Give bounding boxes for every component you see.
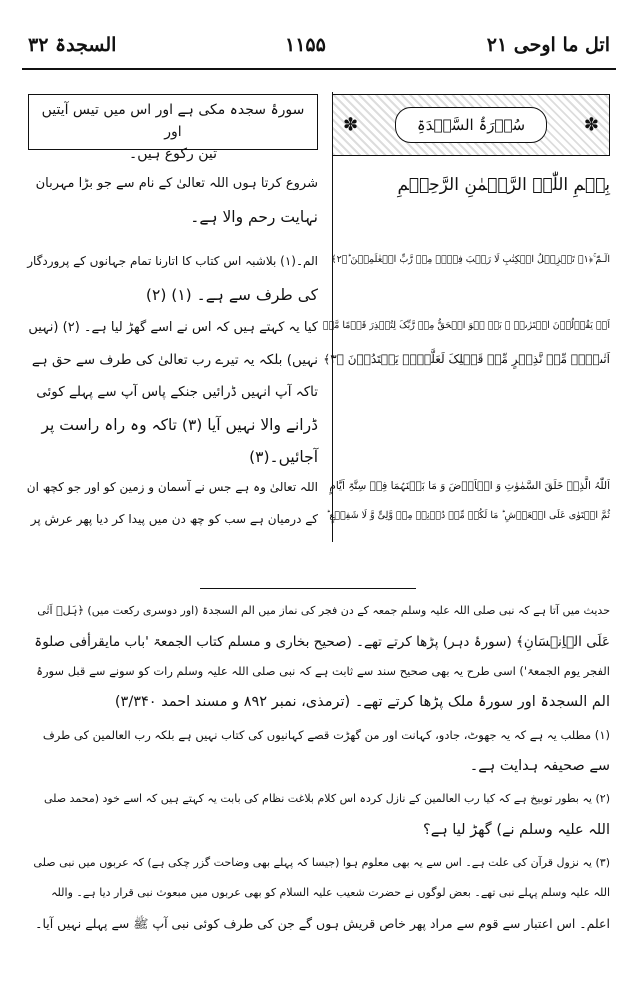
ornament-icon: ✽: [583, 114, 599, 136]
arabic-verse: اَمۡ یَقُوۡلُوۡنَ افۡتَرٰىہُ ۚ بَلۡ ہُوَ الۡحَقُّ مِنۡ رَّبِّکَ لِتُنۡذِرَ قَوۡمًا مَّاۤ: [322, 320, 610, 331]
urdu-line: آجائیں۔(۳): [249, 448, 318, 466]
footnote-line: سے صحیفہ ہدایت ہے۔: [469, 758, 610, 774]
urdu-line: تاکہ آپ انہیں ڈرائیں جنکے پاس آپ سے پہلے کوئی: [36, 384, 318, 400]
footnote-line: (۳) یہ نزول قرآن کی علت ہے۔ اس سے یہ بھی معلوم ہوا (جیسا کہ پہلے بھی وضاحت گزر چکی ہے) کہ عربوں میں نبی صلی: [33, 856, 610, 869]
urdu-line: کے درمیان ہے سب کو چھ دن میں پیدا کر دیا پھر عرش پر: [30, 512, 318, 526]
column-divider: [332, 92, 333, 542]
arabic-verse: اَتٰىہُمۡ مِّنۡ نَّذِیۡرٍ مِّنۡ قَبۡلِکَ لَعَلَّہُمۡ یَہۡتَدُوۡنَ ﴿۳﴾: [323, 352, 610, 366]
surah-title-banner: [332, 94, 610, 156]
footnote-line: حدیث میں آتا ہے کہ نبی صلی اللہ علیہ وسلم جمعہ کے دن فجر کی نماز میں الم السجدۃ (اور دوسری رکعت میں) ﴿ہَلۡ اَتٰی: [37, 604, 610, 617]
urdu-line: اللہ تعالیٰ وہ ہے جس نے آسمان و زمین کو اور جو کچھ ان: [26, 480, 318, 494]
footnote-line: عَلَی الۡاِنۡسَانِ﴾ (سورۂ دہر) پڑھا کرتے تھے۔ (صحیح بخاری و مسلم کتاب الجمعۃ 'باب مایقرأفی صلوۃ: [34, 634, 610, 650]
footnote-line: اللہ علیہ وسلم نے) گھڑ لیا ہے؟: [423, 822, 610, 838]
arabic-basmala: بِسۡمِ اللّٰہِ الرَّحۡمٰنِ الرَّحِیۡمِ: [397, 175, 610, 195]
footnote-line: (۱) مطلب یہ ہے کہ یہ جھوٹ، جادو، کہانت اور من گھڑت قصے کہانیوں کی کتاب نہیں ہے بلکہ رب العالمین کی طرف: [42, 728, 610, 742]
intro-line: سورۂ سجدہ مکی ہے اور اس میں تیس آیتیں اور: [41, 102, 305, 140]
ornament-icon: ✽: [343, 114, 359, 136]
footnote-divider: [200, 588, 416, 589]
footnote-line: اعلم۔ اس اعتبار سے قوم سے مراد پھر خاص قریش ہوں گے جن کی طرف کوئی نبی آپ ﷺ سے پہلے نہیں آیا۔: [35, 916, 610, 931]
surah-intro-box: [28, 94, 318, 162]
urdu-line: الم۔(۱) بلاشبہ اس کتاب کا اتارنا تمام جہانوں کے پروردگار: [27, 254, 318, 268]
urdu-line: شروع کرتا ہوں اللہ تعالیٰ کے نام سے جو بڑا مہربان: [35, 176, 318, 191]
arabic-verse: ثُمَّ اسۡتَوٰی عَلَی الۡعَرۡشِ ؕ مَا لَکُمۡ مِّنۡ دُوۡنِہٖ مِنۡ وَّلِیٍّ وَّ لَا شَفِیۡعٍ ؕ: [326, 510, 610, 521]
urdu-line: کی طرف سے ہے۔ (۱) (۲): [145, 286, 318, 304]
intro-line: تین رکوع ہیں۔: [129, 146, 217, 162]
footnote-line: (۲) یہ بطور توبیخ ہے کہ کیا رب العالمین کے نازل کردہ اس کلام بلاغت نظام کی بابت یہ کہتے ہیں کہ اسے خود (محمد صلی: [43, 792, 610, 805]
header-divider: [22, 68, 616, 70]
surah-title: سُوۡرَۃُ السَّجۡدَۃِ: [395, 107, 547, 143]
footnote-line: اللہ علیہ وسلم پہلے نبی تھے۔ بعض لوگوں نے حضرت شعیب علیہ السلام کو بھی عربوں میں مبعوث نبی قرار دیا ہے۔ واللہ: [51, 886, 610, 899]
arabic-verse: اَللّٰہُ الَّذِیۡ خَلَقَ السَّمٰوٰتِ وَ الۡاَرۡضَ وَ مَا بَیۡنَہُمَا فِیۡ سِتَّۃِ اَیَّامٍ: [329, 480, 610, 492]
arabic-verse: الٓـمّٓ ۚ﴿۱﴾ تَنۡزِیۡلُ الۡکِتٰبِ لَا رَیۡبَ فِیۡہِ مِنۡ رَّبِّ الۡعٰلَمِیۡنَ ؕ﴿۲﴾: [331, 254, 610, 265]
page-number: ۱۱۵۵: [285, 34, 326, 56]
footnote-line: الم السجدۃ اور سورۂ ملک پڑھا کرتے تھے۔ (ترمذی، نمبر ۸۹۲ و مسند احمد ۳/۳۴۰): [114, 694, 610, 710]
urdu-line: نہیں) بلکہ یہ تیرے رب تعالیٰ کی طرف سے حق ہے: [31, 352, 318, 368]
footnote-line: الفجر یوم الجمعۃ') اسی طرح یہ بھی صحیح سند سے ثابت ہے کہ نبی صلی اللہ علیہ وسلم رات کو سونے سے قبل سورۂ: [36, 664, 610, 678]
urdu-line: کیا یہ کہتے ہیں کہ اس نے اسے گھڑ لیا ہے۔ (۲) (نہیں: [28, 320, 318, 335]
urdu-line: نہایت رحم والا ہے۔: [190, 208, 318, 226]
header-para-name: اتل ما اوحی ۲۱: [486, 34, 610, 56]
header-surah-name: السجدۃ ۳۲: [28, 34, 117, 56]
urdu-line: ڈرانے والا نہیں آیا (۳) تاکہ وہ راہ راست پر: [41, 416, 318, 434]
